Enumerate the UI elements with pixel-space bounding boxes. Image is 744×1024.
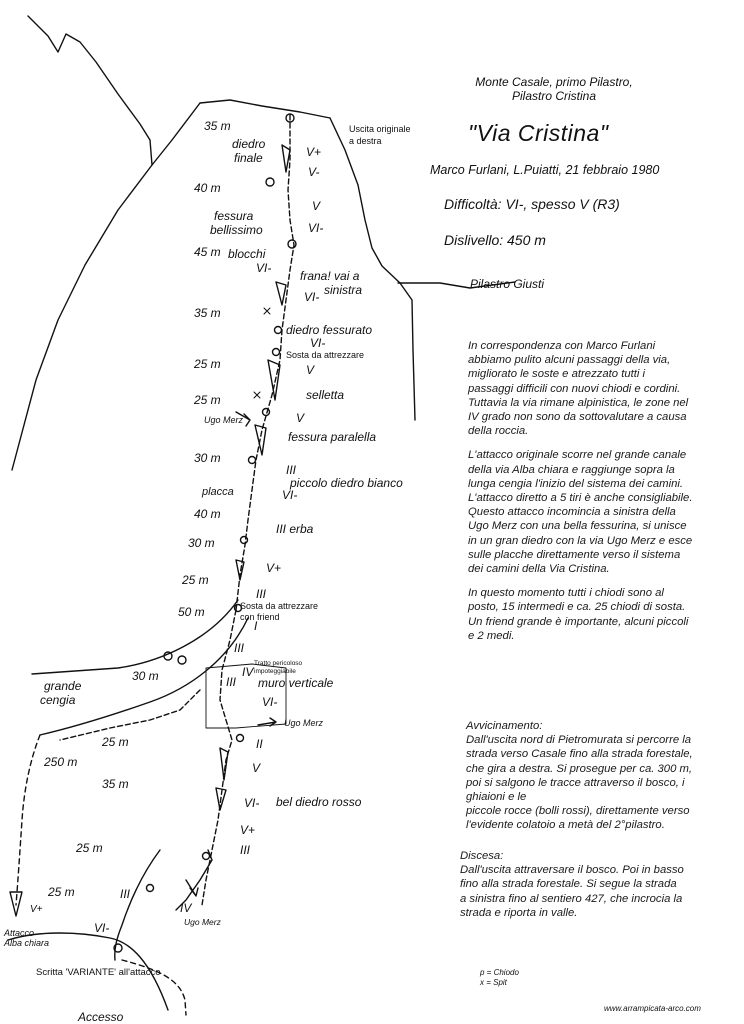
text-line: fino alla strada forestale. Si segue la strada [460, 878, 677, 891]
text-line: passaggi difficili con nuovi chiodi e cordini. [468, 382, 681, 395]
grade: VI- [256, 261, 272, 275]
feature-label: Ugo Merz [184, 917, 221, 927]
belay-station [249, 457, 256, 464]
legend-chiodo: p = Chiodo [480, 968, 519, 977]
grade: V- [308, 165, 320, 179]
text-line: Dall'uscita attraversare il bosco. Poi in basso [460, 864, 684, 877]
left-ridge-line [28, 16, 152, 165]
text-line: poi si salgono le tracce attraverso il bosco, i [466, 776, 685, 789]
feature-label: diedro fessurato [286, 323, 373, 337]
pitch-length: 25 m [182, 573, 209, 587]
text-line: a sinistra fino al sentiero 427, che incrocia la [460, 892, 683, 905]
pitch-length: 30 m [188, 536, 215, 550]
pitch-length: 25 m [194, 393, 221, 407]
belay-station [147, 885, 154, 892]
feature-label: cengia [40, 693, 76, 707]
first-ascent: Marco Furlani, L.Puiatti, 21 febbraio 1980 [430, 163, 660, 177]
spit-mark [264, 308, 270, 314]
spit-mark [254, 392, 260, 398]
crack-feature [276, 282, 286, 305]
grade: VI- [262, 695, 278, 709]
pitch-length: 35 m [102, 777, 129, 791]
feature-label: grande [44, 679, 82, 693]
cengia-upper-line [32, 600, 238, 674]
text-line: e 2 medi. [468, 629, 515, 642]
text-line: della via Alba chiara e raggiunge sopra la [468, 463, 675, 476]
text-line: in un gran diedro con la via Ugo Merz e esce [468, 534, 693, 547]
text-line: della roccia. [468, 425, 529, 438]
belay-station [288, 240, 296, 248]
crack-feature [236, 560, 244, 580]
grade: IV [242, 665, 254, 679]
feature-label: sinistra [324, 283, 363, 297]
belay-station [263, 409, 270, 416]
text-line: Dall'uscita nord di Pietromurata si percorre la [466, 734, 692, 747]
grade: V [252, 761, 261, 775]
feature-label: Attacco [4, 928, 35, 938]
text-line: che gira a destra. Si prosegue per ca. 300 m, [466, 762, 693, 775]
feature-label: III erba [276, 522, 314, 536]
route-title: "Via Cristina" [468, 120, 609, 146]
text-line: abbiamo pulito alcuni passaggi della via, [468, 354, 671, 367]
grade: VI- [282, 488, 298, 502]
crack-feature [220, 748, 228, 780]
text-line: L'attacco diretto a 5 tiri è anche consigliabile. [468, 492, 693, 505]
description-paragraph-3 [468, 586, 692, 643]
approach-section [466, 719, 693, 833]
grade: VI- [304, 290, 320, 304]
pitch-length: 45 m [194, 245, 221, 259]
belay-station [178, 656, 186, 664]
grade: VI- [310, 336, 326, 350]
left-approach-path [16, 735, 40, 905]
feature-label: piccolo diedro bianco [290, 476, 403, 490]
text-line: sulle placche direttamente verso il sistema [468, 548, 681, 561]
exit-label-1: Uscita originale [349, 124, 411, 134]
text-line: In correspondenza con Marco Furlani [468, 340, 656, 352]
website-url[interactable]: www.arrampicata-arco.com [604, 1004, 701, 1013]
grade: V+ [30, 904, 43, 915]
text-line: posto, 15 intermedi e ca. 25 chiodi di sosta. [468, 601, 686, 614]
pitch-length: 35 m [204, 119, 231, 133]
grade: III [240, 843, 251, 857]
text-line: L'attacco originale scorre nel grande canale [468, 449, 687, 462]
feature-label: Alba chiara [4, 938, 50, 948]
legend-spit: x = Spit [480, 978, 507, 987]
grade: V [296, 411, 305, 425]
feature-label: muro verticale [258, 676, 334, 690]
grade: V+ [266, 561, 282, 575]
pitch-length: 50 m [178, 605, 205, 619]
text-line: strada verso Casale fino alla strada forestale, [466, 748, 693, 761]
text-line: l'evidente colatoio a metà del 2°pilastro. [466, 819, 665, 832]
belay-station [275, 327, 282, 334]
pitch-length: 25 m [194, 357, 221, 371]
pitch-length: 35 m [194, 306, 221, 320]
description-paragraph-2 [468, 448, 692, 576]
text-line: dei camini della Via Cristina. [468, 563, 610, 576]
feature-label: finale [234, 151, 263, 165]
feature-label: con friend [240, 612, 280, 622]
text-line: Tuttavia la via rimane alpinistica, le zone nel [468, 396, 689, 409]
difficulty: Difficoltà: VI-, spesso V (R3) [444, 196, 620, 212]
belay-station [266, 178, 274, 186]
feature-label: selletta [306, 388, 345, 402]
feature-label: impoteggiabile [254, 668, 296, 675]
grade: VI- [308, 221, 324, 235]
pillar-left-edge [200, 100, 330, 118]
pitch-length: 30 m [132, 669, 159, 683]
belay-station [237, 735, 244, 742]
grade: I [254, 619, 258, 633]
grade: V+ [306, 145, 322, 159]
feature-label: placca [202, 486, 234, 498]
pitch-length: 25 m [102, 735, 129, 749]
location-line-2: Pilastro Cristina [511, 89, 597, 103]
grade: III [234, 641, 245, 655]
direct-attack-path [60, 690, 200, 740]
text-line: Un friend grande è importante, alcuni piccoli [468, 615, 689, 628]
route-description [468, 339, 692, 653]
exit-label-2: a destra [349, 136, 382, 146]
left-face-edge [12, 103, 200, 470]
belay-station [241, 537, 248, 544]
feature-label: Ugo Merz [204, 415, 244, 425]
belay-station [164, 652, 172, 660]
pitch-length: 250 m [44, 755, 78, 769]
text-line: migliorato le soste e atrezzato tutti i [468, 368, 646, 381]
grade: VI- [94, 921, 110, 935]
text-line: IV grado non sono da sottovalutare a causa [468, 411, 687, 424]
bottom-left-wall [115, 850, 160, 960]
grade: V [312, 199, 321, 213]
grade: III [226, 675, 237, 689]
text-line: Ugo Merz con una bella fessurina, si unisce [468, 520, 687, 533]
text-line: Questo attacco incomincia a sinistra della [468, 506, 676, 519]
pitch-length: 30 m [194, 451, 221, 465]
pilastro-giusti-label: Pilastro Giusti [470, 277, 545, 291]
pitch-length: 40 m [194, 181, 221, 195]
feature-label: Accesso [78, 1010, 124, 1024]
grade: V+ [240, 823, 256, 837]
belay-station [273, 349, 280, 356]
pitch-length: 40 m [194, 507, 221, 521]
feature-label: blocchi [228, 247, 266, 261]
pitch-length: 25 m [76, 841, 103, 855]
grade: III [256, 587, 267, 601]
feature-label: bel diedro rosso [276, 795, 362, 809]
feature-label: Ugo Merz [284, 718, 324, 728]
grade: IV [180, 901, 192, 915]
ugo-merz-arrow [186, 880, 198, 896]
feature-label: Sosta da attrezzare [286, 350, 365, 360]
text-line: ghiaioni e le [466, 791, 527, 804]
text-line: lunga cengia l'inizio del sistema dei camini. [468, 477, 684, 490]
elevation-gain: Dislivello: 450 m [444, 232, 546, 248]
description-paragraph-1 [468, 339, 692, 438]
text-line: strada e riporta in valle. [460, 906, 578, 919]
feature-label: fessura paralella [288, 430, 377, 444]
feature-label: Tratto pericoloso [254, 660, 303, 667]
route-line-lower [202, 610, 236, 905]
descent-title: Discesa: [460, 850, 504, 862]
descent-section [460, 849, 684, 920]
grade: V [306, 363, 315, 377]
grade: III [286, 463, 297, 477]
feature-label: diedro [232, 137, 266, 151]
pitch-length: 25 m [48, 885, 75, 899]
feature-label: fessura [214, 209, 254, 223]
grade: VI- [244, 796, 260, 810]
feature-label: Sosta da attrezzare [240, 601, 319, 611]
feature-label: frana! vai a [300, 269, 360, 283]
text-line: piccole rocce (bolli rossi), direttamente verso [466, 805, 690, 818]
feature-label: bellissimo [210, 223, 263, 237]
feature-label: Scritta 'VARIANTE' all'attacco [36, 967, 161, 978]
location-line-1: Monte Casale, primo Pilastro, [475, 75, 633, 89]
belay-station [203, 853, 210, 860]
grade: II [256, 737, 263, 751]
approach-title: Avvicinamento: [466, 720, 543, 732]
grade: III [120, 887, 131, 901]
text-line: In questo momento tutti i chiodi sono al [468, 587, 664, 600]
